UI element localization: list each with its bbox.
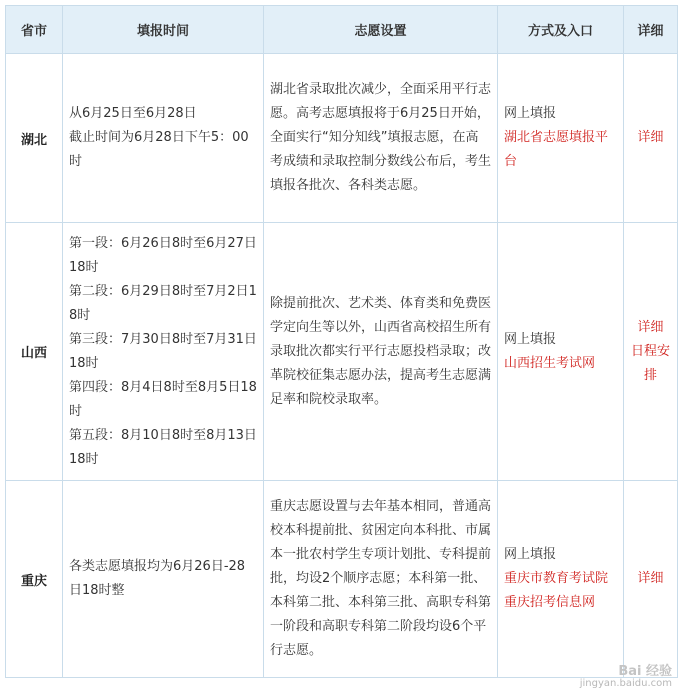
time-line: 各类志愿填报均为6月26日-28日18时整: [69, 559, 246, 598]
admission-info-table: [5, 5, 678, 678]
chongqing-info-link[interactable]: 重庆招考信息网: [504, 595, 596, 610]
time-line: 第四段：8月4日8时至8月5日18时: [69, 379, 257, 419]
chongqing-exam-link[interactable]: 重庆市教育考试院: [504, 571, 609, 586]
table-row-chongqing: [6, 481, 678, 678]
detail-link[interactable]: 详细: [637, 319, 664, 335]
table-header-row: [6, 6, 678, 54]
detail-cell: [624, 481, 678, 678]
method-cell: [498, 54, 624, 223]
header-province: 省市: [6, 6, 63, 54]
baidu-jingyan-watermark: [580, 666, 672, 690]
watermark-url: jingyan.baidu.com: [579, 678, 672, 689]
header-method: 方式及入口: [498, 6, 624, 54]
header-setting: 志愿设置: [264, 6, 498, 54]
time-line: 第三段：7月30日8时至7月31日18时: [69, 331, 257, 371]
watermark-logo: Bai 经验: [618, 664, 672, 679]
detail-link[interactable]: 详细: [637, 571, 664, 586]
time-cell: [63, 54, 264, 223]
hubei-platform-link[interactable]: 湖北省志愿填报平台: [504, 130, 609, 169]
detail-cell: [624, 223, 678, 481]
method-cell: [498, 223, 624, 481]
time-cell: [63, 481, 264, 678]
method-text: 网上填报: [504, 106, 557, 121]
time-line: 第一段：6月26日8时至6月27日18时: [69, 235, 257, 275]
time-line: 截止时间为6月28日下午5：00时: [69, 130, 249, 169]
method-text: 网上填报: [504, 331, 557, 347]
header-time: 填报时间: [63, 6, 264, 54]
time-cell: [63, 223, 264, 481]
shanxi-exam-link[interactable]: 山西招生考试网: [504, 355, 596, 371]
province-cell: 山西: [6, 223, 63, 481]
table-row-hubei: [6, 54, 678, 223]
setting-cell: 湖北省录取批次减少，全面采用平行志愿。高考志愿填报将于6月25日开始，全面实行“知分知线”填报志愿，在高考成绩和录取控制分数线公布后，考生填报各批次、各科类志愿。: [264, 54, 498, 223]
detail-link[interactable]: 详细: [637, 130, 664, 145]
province-cell: 重庆: [6, 481, 63, 678]
time-line: 从6月25日至6月28日: [69, 106, 197, 121]
schedule-link[interactable]: 日程安排: [630, 343, 670, 383]
detail-cell: [624, 54, 678, 223]
province-cell: 湖北: [6, 54, 63, 223]
setting-cell: 重庆志愿设置与去年基本相同，普通高校本科提前批、贫困定向本科批、市属本一批农村学生专项计划批、专科提前批，均设2个顺序志愿；本科第一批、本科第二批、本科第三批、高职专科第一阶段和高职专科第二阶段均设6个平行志愿。: [264, 481, 498, 678]
time-line: 第五段：8月10日8时至8月13日18时: [69, 427, 257, 467]
header-detail: 详细: [624, 6, 678, 54]
table-row-shanxi: [6, 223, 678, 481]
time-line: 第二段：6月29日8时至7月2日18时: [69, 283, 257, 323]
method-cell: [498, 481, 624, 678]
method-text: 网上填报: [504, 547, 557, 562]
setting-cell: 除提前批次、艺术类、体育类和免费医学定向生等以外，山西省高校招生所有录取批次都实行平行志愿投档录取；改革院校征集志愿办法，提高考生志愿满足率和院校录取率。: [264, 223, 498, 481]
